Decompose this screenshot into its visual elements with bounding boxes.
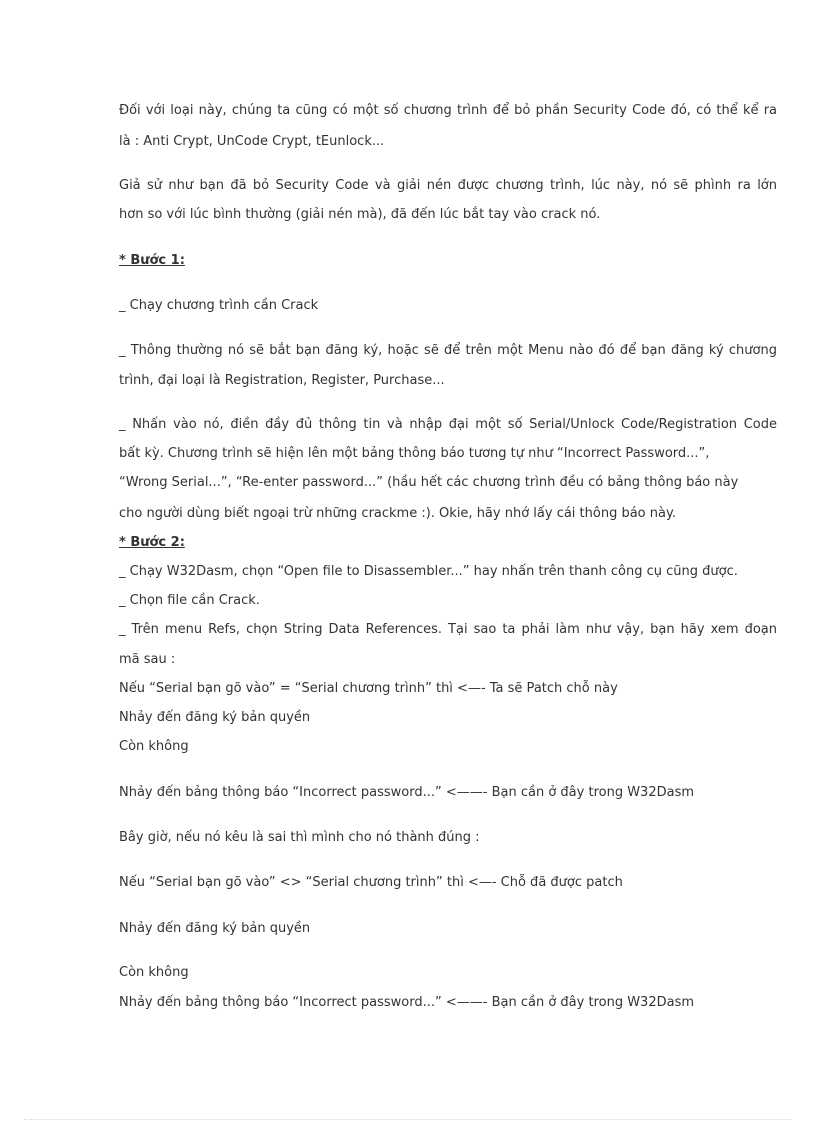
code-block-1-line-2: Nhảy đến đăng ký bản quyền [119, 710, 311, 725]
step-1-heading: * Bước 1: [119, 253, 185, 268]
code-block-1-line-1: Nếu “Serial bạn gõ vào” = “Serial chương trình” thì <—- Ta sẽ Patch chỗ này [119, 681, 618, 696]
step-2-item-3-line-2: mã sau : [119, 652, 176, 667]
step-1-item-3-line-3: “Wrong Serial...”, “Re-enter password...” (hầu hết các chương trình đều có bảng thông báo này [119, 475, 739, 490]
step-1-item-2-line-1: _ Thông thường nó sẽ bắt bạn đăng ký, hoặc sẽ để trên một Menu nào đó để bạn đăng ký chương [119, 343, 777, 358]
code-block-2-line-3: Còn không [119, 965, 189, 980]
code-block-1-line-3: Còn không [119, 739, 189, 754]
middle-sentence: Bây giờ, nếu nó kêu là sai thì mình cho nó thành đúng : [119, 830, 480, 845]
step-1-item-3-line-4: cho người dùng biết ngoại trừ những crackme :). Okie, hãy nhớ lấy cái thông báo này. [119, 506, 676, 521]
step-2-heading: * Bước 2: [119, 535, 185, 550]
step-2-item-3-line-1: _ Trên menu Refs, chọn String Data References. Tại sao ta phải làm như vậy, bạn hãy xem đoạn [119, 622, 777, 637]
code-block-2-line-1: Nếu “Serial bạn gõ vào” <> “Serial chương trình” thì <—- Chỗ đã được patch [119, 875, 623, 890]
paragraph-2-line-1: Giả sử như bạn đã bỏ Security Code và giải nén được chương trình, lúc này, nó sẽ phình ra lớn [119, 178, 777, 193]
paragraph-1-line-1: Đối với loại này, chúng ta cũng có một số chương trình để bỏ phần Security Code đó, có thể kể ra [119, 103, 777, 118]
code-block-2-line-4: Nhảy đến bảng thông báo “Incorrect password...” <——- Bạn cần ở đây trong W32Dasm [119, 995, 695, 1010]
step-1-item-3-line-1: _ Nhấn vào nó, điền đầy đủ thông tin và nhập đại một số Serial/Unlock Code/Registration Code [119, 417, 777, 432]
step-2-item-1: _ Chạy W32Dasm, chọn “Open file to Disassembler...” hay nhấn trên thanh công cụ cũng được. [119, 564, 738, 579]
step-1-item-1: _ Chạy chương trình cần Crack [119, 298, 319, 313]
step-2-item-2: _ Chọn file cần Crack. [119, 593, 260, 608]
step-1-item-2-line-2: trình, đại loại là Registration, Register, Purchase... [119, 373, 445, 388]
paragraph-1-line-2: là : Anti Crypt, UnCode Crypt, tEunlock... [119, 134, 385, 149]
page-bottom-divider [24, 1119, 792, 1120]
code-block-2-line-2: Nhảy đến đăng ký bản quyền [119, 921, 311, 936]
step-1-item-3-line-2: bất kỳ. Chương trình sẽ hiện lên một bảng thông báo tương tự như “Incorrect Password...”, [119, 446, 710, 461]
code-block-1-line-4: Nhảy đến bảng thông báo “Incorrect password...” <——- Bạn cần ở đây trong W32Dasm [119, 785, 695, 800]
paragraph-2-line-2: hơn so với lúc bình thường (giải nén mà), đã đến lúc bắt tay vào crack nó. [119, 207, 601, 222]
